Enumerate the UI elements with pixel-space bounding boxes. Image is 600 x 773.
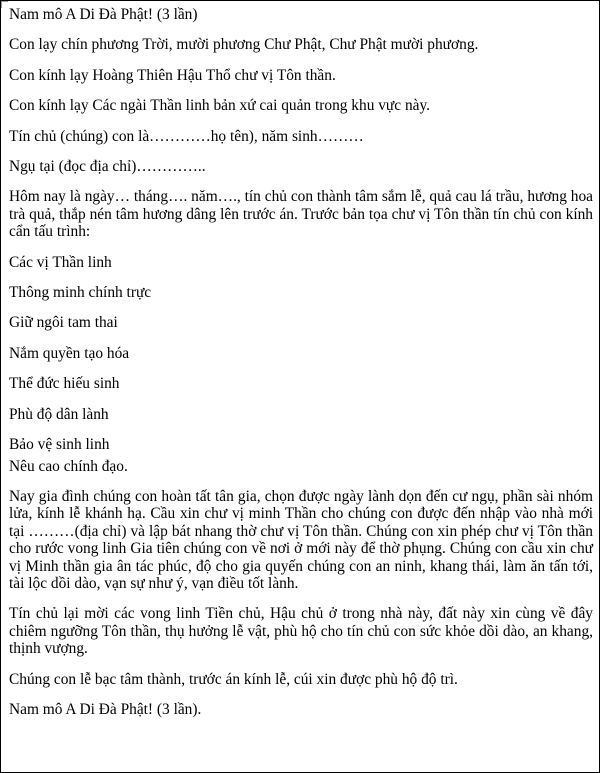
verse-line: Thể đức hiếu sinh (9, 375, 120, 393)
paragraph-invocation-opening: Nam mô A Di Đà Phật! (3 lần) (9, 6, 198, 23)
paragraph-today-offering: Hôm nay là ngày… tháng…. năm…., tín chủ con thành tâm sắm lễ, quả cau lá trầu, hương hoa trà quả, thắp nén tâm hương dâng lên trước án. Trước bản tọa chư vị Tôn thần tín chủ con kính cẩn tấu trình: (9, 188, 593, 241)
paragraph-invocation-closing: Nam mô A Di Đà Phật! (3 lần). (9, 700, 202, 718)
verse-line: Phù độ dân lành (9, 405, 109, 423)
verse-line: Các vị Thần linh (9, 253, 112, 271)
verse-line: Giữ ngôi tam thai (9, 314, 118, 332)
verse-line: Nắm quyền tạo hóa (9, 344, 130, 362)
paragraph-bow-local-gods: Con kính lạy Các ngài Thần linh bản xứ cai quản trong khu vực này. (9, 97, 431, 115)
verse-line: Thông minh chính trực (9, 284, 152, 302)
paragraph-devotee-name: Tín chủ (chúng) con là…………họ tên), năm sinh……… (9, 127, 364, 145)
verse-line: Nêu cao chính đạo. (9, 457, 128, 475)
paragraph-bow-earth-deity: Con kính lạy Hoàng Thiên Hậu Thổ chư vị Tôn thần. (9, 66, 336, 84)
verse-line: Bảo vệ sinh linh (9, 436, 110, 454)
paragraph-humble-offering: Chúng con lễ bạc tâm thành, trước án kính lễ, cúi xin được phù hộ độ trì. (9, 670, 458, 688)
paragraph-devotee-address: Ngụ tại (đọc địa chỉ)………….. (9, 158, 206, 176)
paragraph-bow-heaven-buddhas: Con lạy chín phương Trời, mười phương Chư Phật, Chư Phật mười phương. (9, 36, 479, 54)
paragraph-invite-former-owners: Tín chủ lại mời các vong linh Tiền chủ, Hậu chủ ở trong nhà này, đất này xin cùng về đây chiêm ngưỡng Tôn thần, thụ hưởng lễ vật, phù hộ cho tín chủ con sức khỏe dồi dào, an khang, thịnh vượng. (9, 605, 593, 658)
text-boundary-corner-mark (1, 1, 8, 8)
paragraph-housewarming-prayer: Nay gia đình chúng con hoàn tất tân gia, chọn được ngày lành dọn đến cư ngụ, phần sài nhóm lửa, kính lễ khánh hạ. Cầu xin chư vị minh Thần cho chúng con được đến nhập vào nhà mới tại ………(địa chỉ) và lập bát nhang thờ chư vị Tôn thần. Chúng con xin phép chư vị Tôn thần cho rước vong linh Gia tiên chúng con về nơi ở mới này để thờ phụng. Chúng con cầu xin chư vị Minh thần gia ân tác phúc, độ cho gia quyến chúng con an ninh, khang thái, làm ăn tấn tới, tài lộc dồi dào, vạn sự như ý, vạn điều tốt lành. (9, 487, 593, 592)
document-body (9, 4, 593, 718)
